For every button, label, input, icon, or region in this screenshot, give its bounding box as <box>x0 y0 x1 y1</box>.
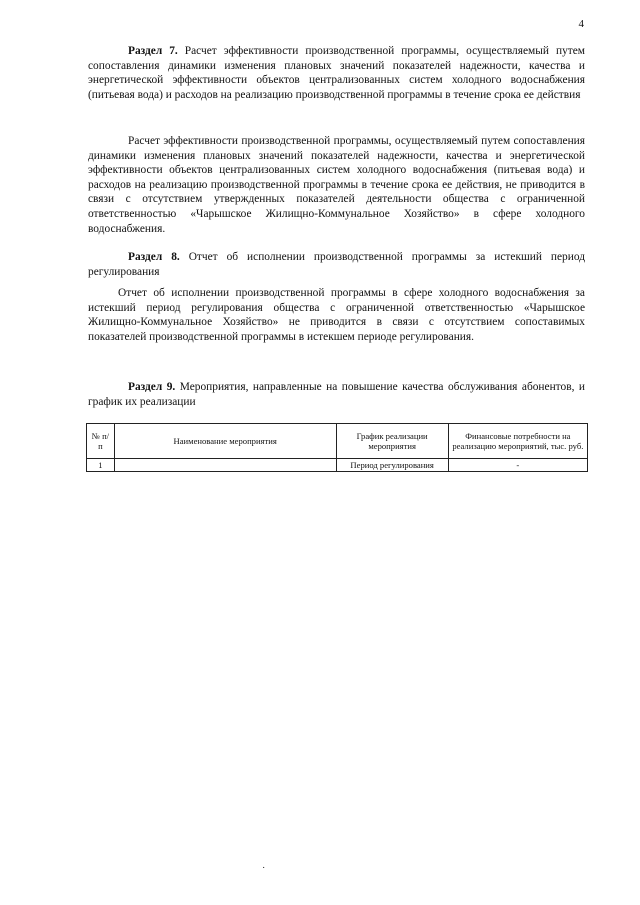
header-num: № п/п <box>87 424 115 459</box>
section-8-label: Раздел 8. <box>128 251 180 263</box>
header-schedule: График реализации мероприятия <box>336 424 448 459</box>
scan-artifact-mark: ˙ <box>262 866 266 877</box>
section-7-paragraph: Расчет эффективности производственной программы, осуществляемый путем сопоставления динамики изменения плановых значений показателей надежности, качества и энергетической эффективности объектов централизованных систем холодного водоснабжения (питьевая вода) и расходов на реализацию производственной программы в течение срока ее действия, не приводится в связи с отсутствием утвержденных показателей деятельности общества с ограниченной ответственностью «Чарышское Жилищно-Коммунальное Хозяйство» в сфере холодного водоснабжения. <box>88 135 585 235</box>
section-7-heading <box>88 44 585 102</box>
section-7-title: Расчет эффективности производственной программы, осуществляемый путем сопоставления динамики изменения плановых значений показателей надежности, качества и энергетической эффективности объектов централизованных систем холодного водоснабжения (питьевая вода) и расходов на реализацию производственной программы в течение срока ее действия <box>88 45 586 101</box>
cell-finance: - <box>448 459 587 472</box>
section-8-paragraph: Отчет об исполнении производственной программы в сфере холодного водоснабжения за истекший период регулирования общества с ограниченной ответственностью «Чарышское Жилищно-Коммунальное Хозяйство» не приводится в связи с отсутствием сопоставимых показателей производственной программы в истекшем периоде регулирования. <box>88 287 585 343</box>
section-9-label: Раздел 9. <box>128 381 176 393</box>
cell-schedule: Период регулирования <box>336 459 448 472</box>
section-9-heading <box>88 380 585 409</box>
header-name: Наименование мероприятия <box>114 424 336 459</box>
table-row <box>87 459 588 472</box>
events-table <box>86 423 588 472</box>
section-8-heading <box>88 250 585 279</box>
header-finance: Финансовые потребности на реализацию мероприятий, тыс. руб. <box>448 424 587 459</box>
table-header-row <box>87 424 588 459</box>
cell-name <box>114 459 336 472</box>
cell-num: 1 <box>87 459 115 472</box>
page-number: 4 <box>578 18 584 30</box>
section-7-label: Раздел 7. <box>128 45 178 57</box>
section-8-title: Отчет об исполнении производственной программы за истекший период регулирования <box>88 251 585 278</box>
section-9-title: Мероприятия, направленные на повышение качества обслуживания абонентов, и график их реализации <box>88 381 586 408</box>
